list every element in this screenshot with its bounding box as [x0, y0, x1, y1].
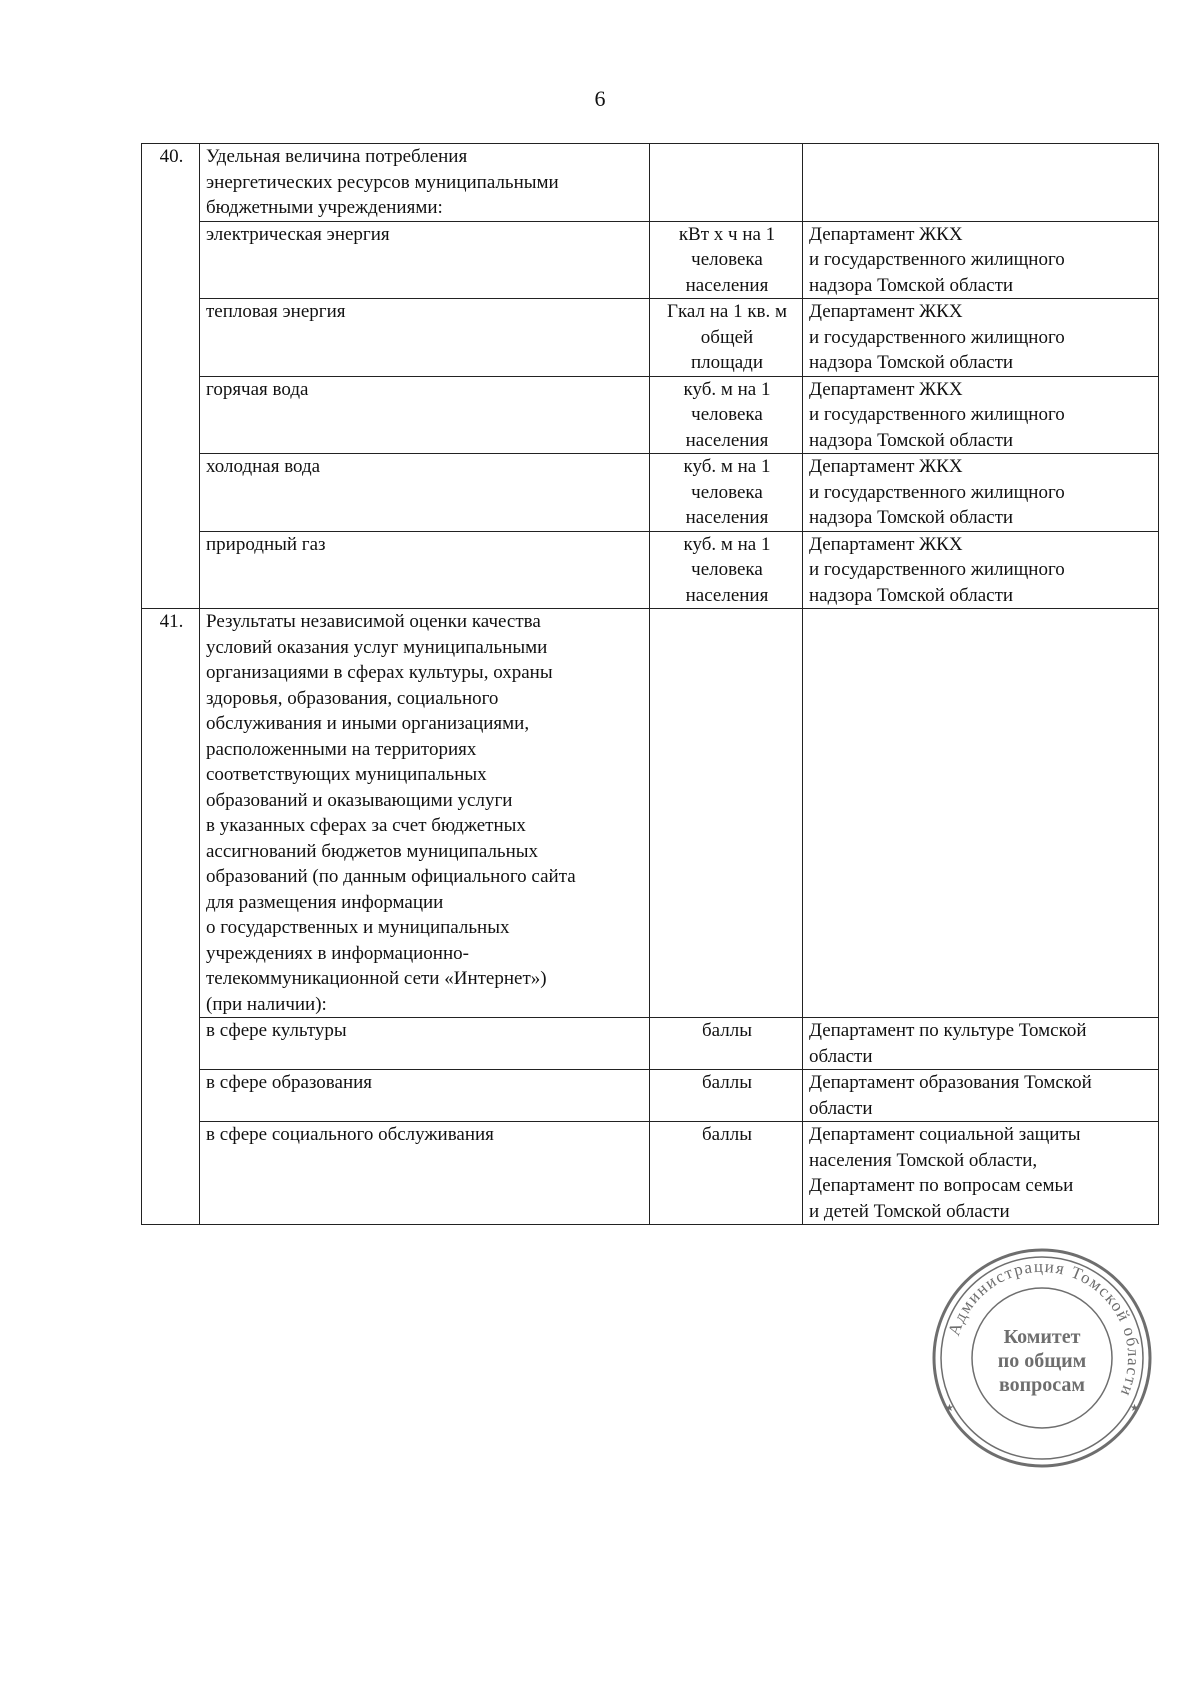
indicator-text: в сфере образования	[200, 1070, 650, 1122]
row-number	[142, 221, 200, 299]
table-row	[142, 144, 1159, 222]
row-number	[142, 1018, 200, 1070]
row-number	[142, 531, 200, 609]
unit-cell: кВт х ч на 1 человека населения	[650, 221, 803, 299]
table-row	[142, 531, 1159, 609]
unit-cell: куб. м на 1 человека населения	[650, 454, 803, 532]
seal-star-right: ★	[1130, 1403, 1139, 1414]
department-cell: Департамент социальной защиты населения Томской области, Департамент по вопросам семьи и детей Томской области	[803, 1122, 1159, 1225]
row-number	[142, 454, 200, 532]
department-cell: Департамент ЖКХ и государственного жилищного надзора Томской области	[803, 221, 1159, 299]
unit-cell: баллы	[650, 1018, 803, 1070]
indicators-table	[141, 143, 1159, 1225]
indicator-text: природный газ	[200, 531, 650, 609]
unit-cell: куб. м на 1 человека населения	[650, 376, 803, 454]
row-number: 40.	[142, 144, 200, 222]
row-number	[142, 1070, 200, 1122]
indicator-text: Удельная величина потребления энергетических ресурсов муниципальными бюджетными учреждениями:	[200, 144, 650, 222]
department-cell: Департамент ЖКХ и государственного жилищного надзора Томской области	[803, 376, 1159, 454]
seal-center-line-3: вопросам	[998, 1374, 1086, 1396]
indicator-text: холодная вода	[200, 454, 650, 532]
department-cell: Департамент ЖКХ и государственного жилищного надзора Томской области	[803, 531, 1159, 609]
seal-star-left: ★	[945, 1403, 954, 1414]
unit-cell: куб. м на 1 человека населения	[650, 531, 803, 609]
indicator-text: Результаты независимой оценки качества условий оказания услуг муниципальными организациями в сферах культуры, охраны здоровья, образования, социального обслуживания и иными организациями, расположенными на территориях соответствующих муниципальных образований и оказывающими услуги в указанных сферах за счет бюджетных ассигнований бюджетов муниципальных образований (по данным официального сайта для размещения информации о государственных и муниципальных учреждениях в информационно- телекоммуникационной сети «Интернет») (при наличии):	[200, 609, 650, 1018]
department-cell: Департамент ЖКХ и государственного жилищного надзора Томской области	[803, 299, 1159, 377]
unit-cell	[650, 609, 803, 1018]
official-seal	[930, 1246, 1154, 1470]
seal-center-line-2: по общим	[997, 1350, 1087, 1372]
seal-ring-text: Администрация Томской области	[944, 1256, 1144, 1401]
unit-cell: баллы	[650, 1122, 803, 1225]
indicator-text: горячая вода	[200, 376, 650, 454]
table-row	[142, 221, 1159, 299]
table-row	[142, 1018, 1159, 1070]
unit-cell	[650, 144, 803, 222]
indicator-text: в сфере культуры	[200, 1018, 650, 1070]
table-row	[142, 1122, 1159, 1225]
department-cell	[803, 609, 1159, 1018]
indicator-text: электрическая энергия	[200, 221, 650, 299]
unit-cell: баллы	[650, 1070, 803, 1122]
department-cell: Департамент ЖКХ и государственного жилищного надзора Томской области	[803, 454, 1159, 532]
row-number: 41.	[142, 609, 200, 1018]
indicator-text: тепловая энергия	[200, 299, 650, 377]
table-row	[142, 454, 1159, 532]
table-row	[142, 609, 1159, 1018]
row-number	[142, 376, 200, 454]
page-number: 6	[594, 86, 606, 111]
department-cell	[803, 144, 1159, 222]
department-cell: Департамент образования Томской области	[803, 1070, 1159, 1122]
row-number	[142, 299, 200, 377]
indicator-text: в сфере социального обслуживания	[200, 1122, 650, 1225]
unit-cell: Гкал на 1 кв. м общей площади	[650, 299, 803, 377]
department-cell: Департамент по культуре Томской области	[803, 1018, 1159, 1070]
table-row	[142, 1070, 1159, 1122]
row-number	[142, 1122, 200, 1225]
seal-center-line-1: Комитет	[1003, 1326, 1081, 1348]
table-row	[142, 376, 1159, 454]
table-row	[142, 299, 1159, 377]
